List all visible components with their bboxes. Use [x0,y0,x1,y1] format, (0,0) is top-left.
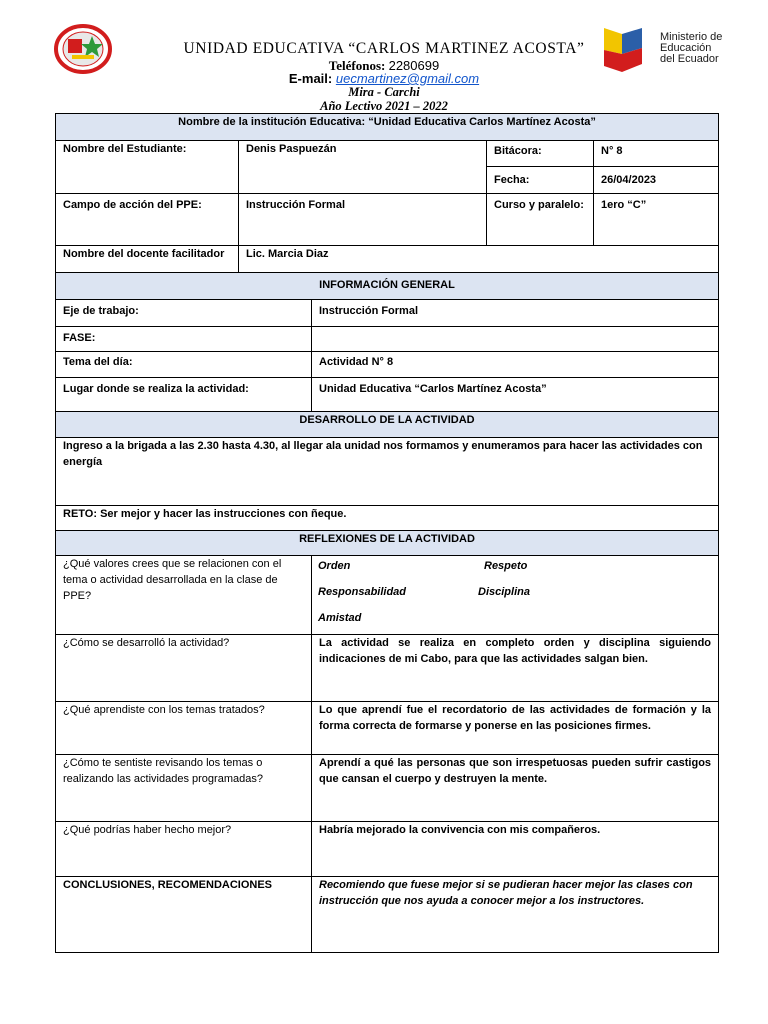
eje-value: Instrucción Formal [312,300,719,327]
fase-label: FASE: [56,327,312,352]
student-value: Denis Paspuezán [239,141,487,194]
answer-mejor: Habría mejorado la convivencia con mis compañeros. [312,822,719,877]
school-year: Año Lectivo 2021 – 2022 [320,99,448,113]
answer-aprendiste: Lo que aprendí fue el recordatorio de las actividades de formación y la forma correcta de formarse y ponerse en las posiciones firmes. [312,702,719,755]
institution-row: Nombre de la institución Educativa: “Unidad Educativa Carlos Martínez Acosta” [56,114,719,141]
curso-value: 1ero “C” [594,194,719,246]
ministry-line-1: Ministerio de [660,31,723,43]
reto-text: RETO: Ser mejor y hacer las instrucciones con ñeque. [56,506,719,531]
fase-value [312,327,719,352]
ministry-line-3: del Ecuador [660,53,719,65]
value-disciplina: Disciplina [478,586,530,598]
activity-log-form [55,113,719,953]
tema-value: Actividad N° 8 [312,352,719,378]
value-orden: Orden [318,560,351,572]
desarrollo-heading: DESARROLLO DE LA ACTIVIDAD [56,412,719,438]
curso-label: Curso y paralelo: [487,194,594,246]
ministry-line-2: Educación [660,42,712,54]
eje-label: Eje de trabajo: [56,300,312,327]
conclusiones-label: CONCLUSIONES, RECOMENDACIONES [56,877,312,953]
answer-sentiste: Aprendí a qué las personas que son irrespetuosas pueden sufrir castigos que cansan el cuerpo y destruyen la mente. [312,755,719,822]
bitacora-value: N° 8 [594,141,719,167]
email-link[interactable]: uecmartinez@gmail.com [335,71,480,86]
value-responsabilidad: Responsabilidad [318,586,407,598]
document-header [0,0,768,112]
reflexiones-heading: REFLEXIONES DE LA ACTIVIDAD [56,531,719,556]
student-label: Nombre del Estudiante: [56,141,239,194]
question-aprendiste: ¿Qué aprendiste con los temas tratados? [56,702,312,755]
fecha-value: 26/04/2023 [594,167,719,194]
answer-desarrollo: La actividad se realiza en completo orden y disciplina siguiendo indicaciones de mi Cabo, para que las actividades salgan bien. [312,635,719,702]
question-values: ¿Qué valores crees que se relacionen con el tema o actividad desarrollada en la clase de PPE? [56,556,312,635]
city-line: Mira - Carchi [348,85,420,99]
question-desarrollo: ¿Cómo se desarrolló la actividad? [56,635,312,702]
values-list [312,556,719,635]
question-mejor: ¿Qué podrías haber hecho mejor? [56,822,312,877]
school-title: UNIDAD EDUCATIVA “CARLOS MARTINEZ ACOSTA” [183,40,585,57]
docente-label: Nombre del docente facilitador [56,246,239,273]
tema-label: Tema del día: [56,352,312,378]
phone-label: Teléfonos: [328,58,386,73]
desarrollo-text: Ingreso a la brigada a las 2.30 hasta 4.30, al llegar ala unidad nos formamos y enumeramos para hacer las actividades con energía [56,438,719,506]
conclusiones-text: Recomiendo que fuese mejor si se pudieran hacer mejor las clases con instrucción que nos ayuda a conocer mejor a los instructores. [312,877,719,953]
info-general-heading: INFORMACIÓN GENERAL [56,273,719,300]
fecha-label: Fecha: [487,167,594,194]
email-label: E-mail: [288,71,333,86]
question-sentiste: ¿Cómo te sentiste revisando los temas o realizando las actividades programadas? [56,755,312,822]
lugar-label: Lugar donde se realiza la actividad: [56,378,312,412]
campo-label: Campo de acción del PPE: [56,194,239,246]
campo-value: Instrucción Formal [239,194,487,246]
email-line [0,71,768,86]
lugar-value: Unidad Educativa “Carlos Martínez Acosta” [312,378,719,412]
value-amistad: Amistad [318,612,362,624]
value-respeto: Respeto [484,560,528,572]
phone-value: 2280699 [388,58,440,73]
docente-value: Lic. Marcia Diaz [239,246,719,273]
bitacora-label: Bitácora: [487,141,594,167]
